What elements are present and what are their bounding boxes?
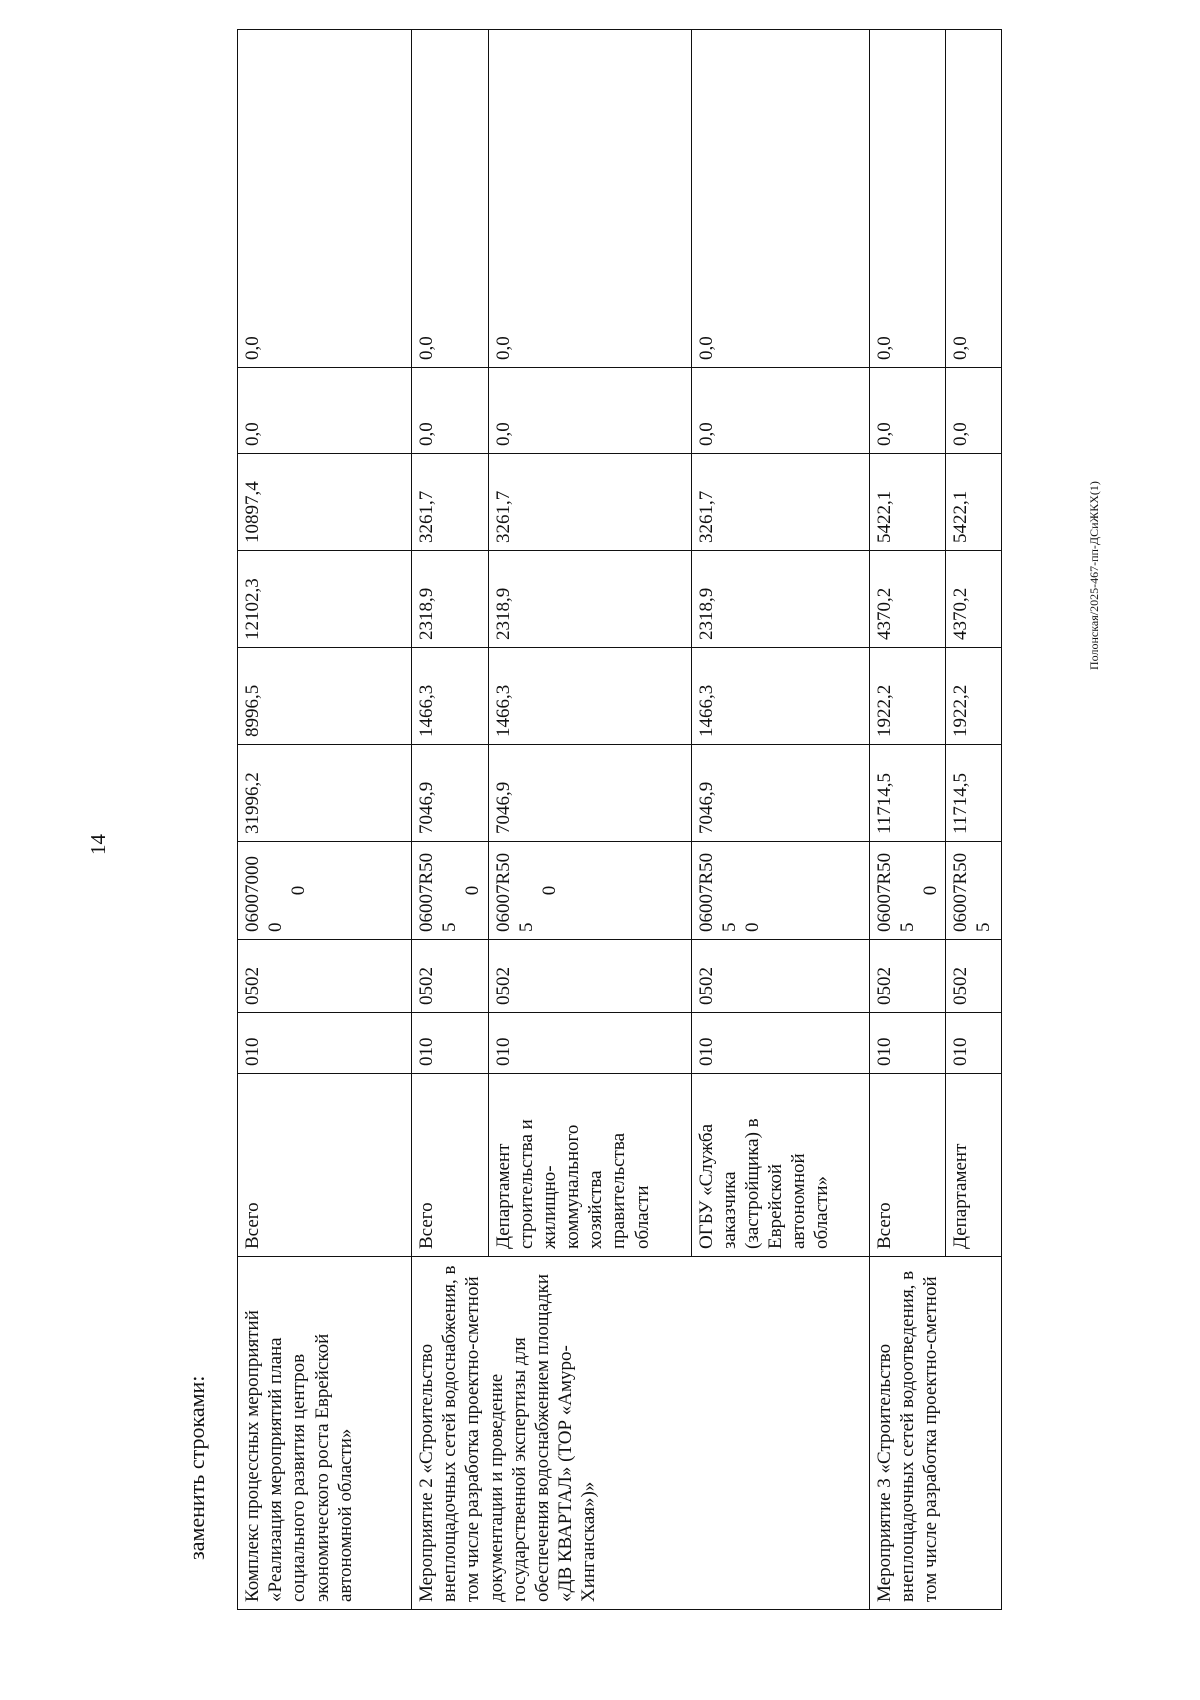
value-cell: 0,0	[488, 30, 691, 368]
csr-code: 06007R505	[492, 852, 537, 932]
value-cell: 0,0	[869, 30, 946, 368]
value-cell: 11714,5	[946, 745, 1002, 842]
measure-name-cell: Мероприятие 2 «Строительство внеплощадочных сетей водоснабжения, в том числе разработка проектно-сметной документации и проведение государственной экспертизы для обеспечения водоснабжением площадки «ДВ КВАРТАЛ» (ТОР «Амуро-Хинганская»)»	[412, 1257, 870, 1610]
page-number: 14	[86, 834, 110, 855]
executor-cell: Всего	[238, 1074, 412, 1257]
value-cell: 0,0	[238, 30, 412, 368]
rzpr-cell: 0502	[488, 940, 691, 1013]
rotated-table-wrapper	[237, 30, 1050, 1610]
executor-cell: Всего	[412, 1074, 489, 1257]
csr-code: 06007R505	[695, 852, 740, 932]
value-cell: 0,0	[412, 368, 489, 454]
csr-code-wrap: 0	[919, 885, 941, 896]
csr-cell: 06007R505	[946, 842, 1002, 940]
grbs-cell: 010	[238, 1013, 412, 1074]
value-cell: 7046,9	[691, 745, 869, 842]
value-cell: 1466,3	[691, 648, 869, 745]
value-cell: 10897,4	[238, 454, 412, 551]
csr-code: 06007R505	[873, 852, 918, 932]
csr-cell	[412, 842, 489, 940]
table-row	[238, 30, 412, 1610]
program-name-cell: Комплекс процессных мероприятий «Реализация мероприятий плана социального развития центров экономического роста Еврейской автономной области»	[238, 1257, 412, 1610]
executor-cell: Департамент строительства и жилищно-коммунального хозяйства правительства области	[488, 1074, 691, 1257]
csr-code-wrap: 0	[538, 885, 560, 896]
executor-cell: Департамент	[946, 1074, 1002, 1257]
rzpr-cell: 0502	[412, 940, 489, 1013]
value-cell: 3261,7	[488, 454, 691, 551]
csr-cell	[238, 842, 412, 940]
value-cell: 3261,7	[412, 454, 489, 551]
executor-cell: ОГБУ «Служба заказчика (застройщика) в Еврейской автономной области»	[691, 1074, 869, 1257]
csr-code-wrap: 0	[462, 885, 484, 896]
grbs-cell: 010	[869, 1013, 946, 1074]
value-cell: 2318,9	[488, 551, 691, 648]
table-row	[412, 30, 489, 1610]
value-cell: 0,0	[946, 30, 1002, 368]
value-cell: 8996,5	[238, 648, 412, 745]
csr-code: 060070000	[242, 856, 287, 932]
value-cell: 5422,1	[946, 454, 1002, 551]
csr-code: 06007R505	[416, 852, 461, 932]
value-cell: 1922,2	[869, 648, 946, 745]
value-cell: 0,0	[238, 368, 412, 454]
document-footer-code: Полонская/2025-467-пп-ДСиЖКХ(1)	[1087, 481, 1101, 670]
value-cell: 1922,2	[946, 648, 1002, 745]
csr-code-wrap: 0	[741, 922, 763, 932]
csr-cell	[691, 842, 869, 940]
value-cell: 0,0	[691, 368, 869, 454]
value-cell: 4370,2	[946, 551, 1002, 648]
value-cell: 3261,7	[691, 454, 869, 551]
rzpr-cell: 0502	[238, 940, 412, 1013]
value-cell: 2318,9	[412, 551, 489, 648]
value-cell: 0,0	[946, 368, 1002, 454]
value-cell: 7046,9	[488, 745, 691, 842]
table-row	[869, 30, 946, 1610]
rzpr-cell: 0502	[691, 940, 869, 1013]
grbs-cell: 010	[488, 1013, 691, 1074]
value-cell: 0,0	[869, 368, 946, 454]
value-cell: 5422,1	[869, 454, 946, 551]
value-cell: 0,0	[691, 30, 869, 368]
section-heading: заменить строками:	[184, 1375, 209, 1560]
csr-cell	[869, 842, 946, 940]
grbs-cell: 010	[412, 1013, 489, 1074]
csr-code-wrap: 0	[288, 885, 310, 896]
value-cell: 0,0	[412, 30, 489, 368]
value-cell: 12102,3	[238, 551, 412, 648]
grbs-cell: 010	[946, 1013, 1002, 1074]
rzpr-cell: 0502	[946, 940, 1002, 1013]
value-cell: 2318,9	[691, 551, 869, 648]
grbs-cell: 010	[691, 1013, 869, 1074]
value-cell: 4370,2	[869, 551, 946, 648]
executor-cell: Всего	[869, 1074, 946, 1257]
value-cell: 11714,5	[869, 745, 946, 842]
value-cell: 7046,9	[412, 745, 489, 842]
value-cell: 1466,3	[488, 648, 691, 745]
value-cell: 1466,3	[412, 648, 489, 745]
rzpr-cell: 0502	[869, 940, 946, 1013]
csr-cell	[488, 842, 691, 940]
measure-name-cell: Мероприятие 3 «Строительство внеплощадочных сетей водоотведения, в том числе разработка проектно-сметной	[869, 1257, 1002, 1610]
value-cell: 0,0	[488, 368, 691, 454]
budget-table	[237, 29, 1002, 1610]
value-cell: 31996,2	[238, 745, 412, 842]
